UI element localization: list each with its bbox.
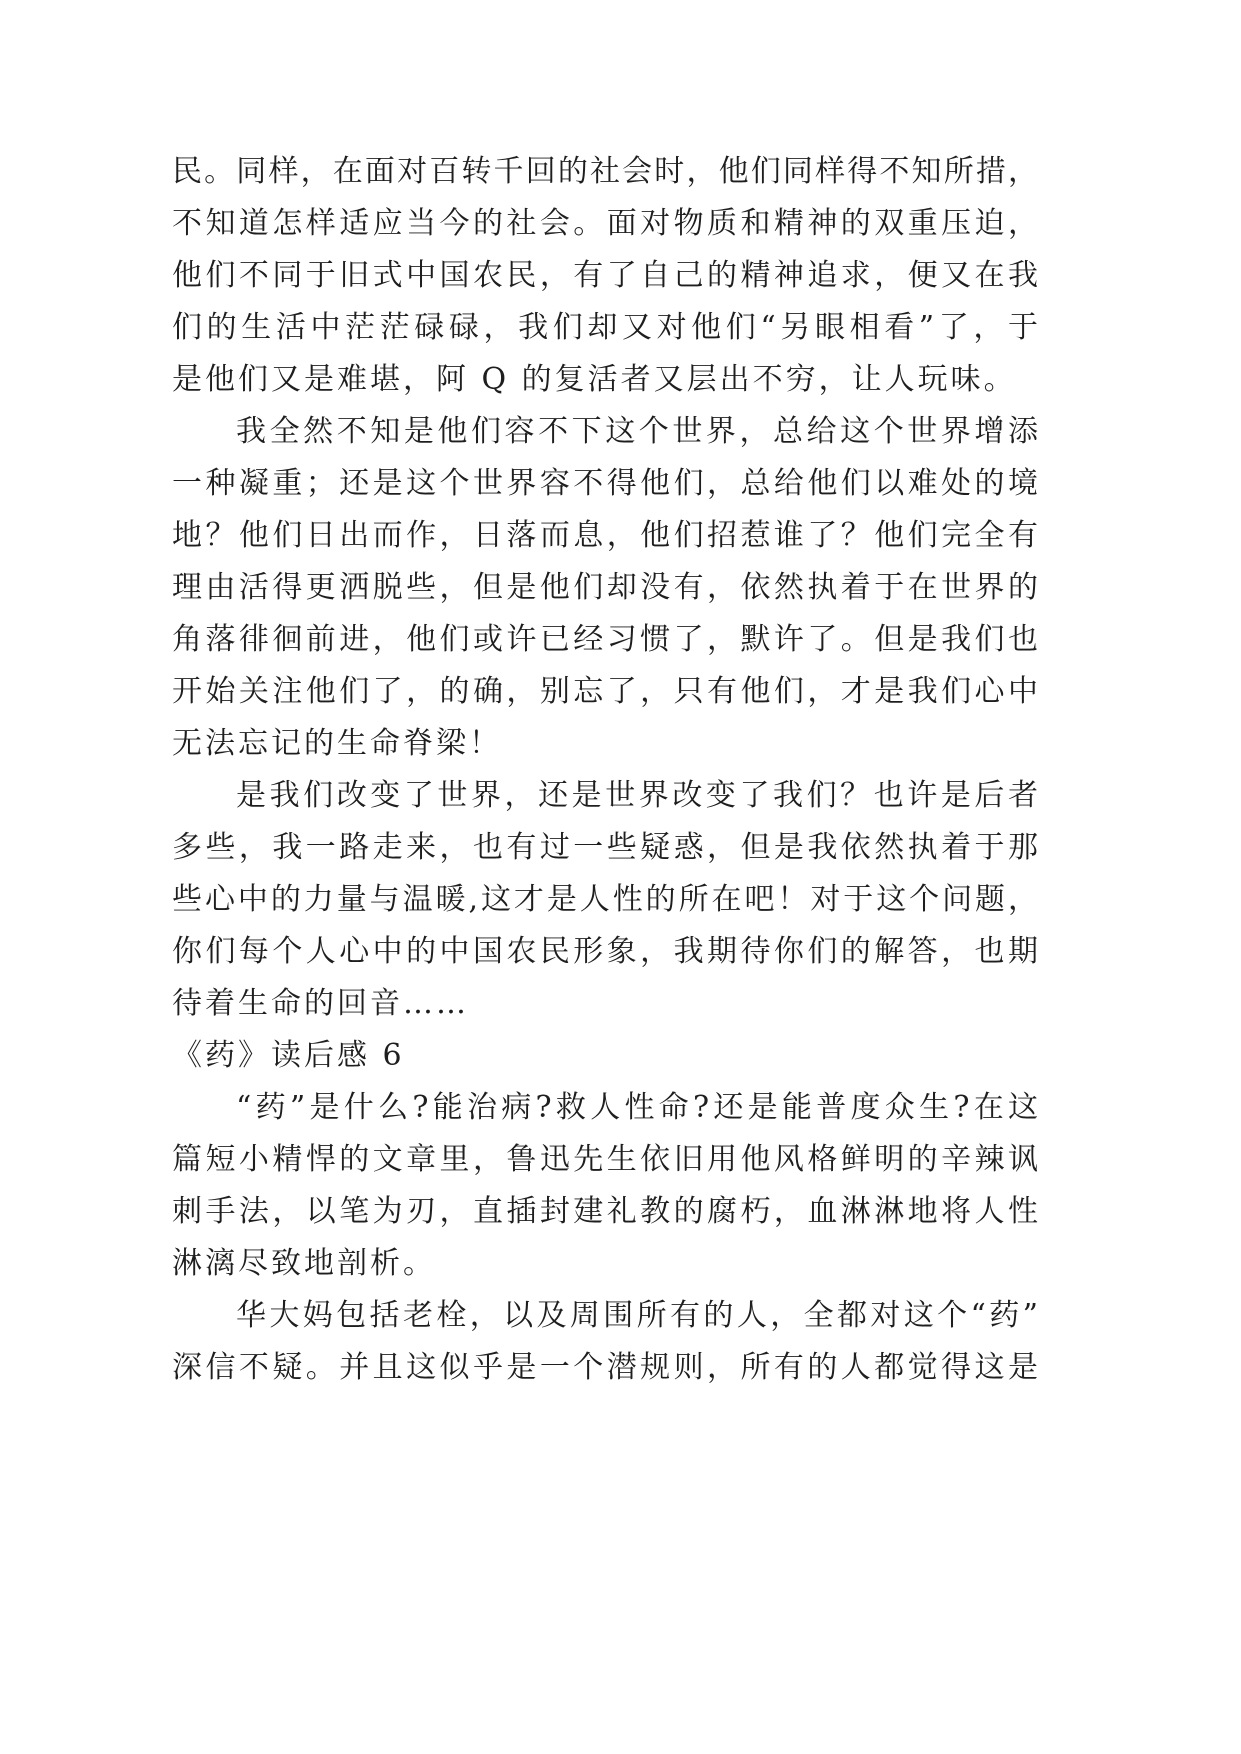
text-line: 无法忘记的生命脊梁！ [172, 726, 502, 761]
document-page [172, 146, 1038, 1394]
text-line: 民。同样，在面对百转千回的社会时，他们同样得不知所措， [172, 154, 1038, 189]
text-line: 开始关注他们了，的确，别忘了，只有他们，才是我们心中 [172, 674, 1038, 709]
text-line: 你们每个人心中的中国农民形象，我期待你们的解答，也期 [172, 934, 1038, 969]
text-line: 不知道怎样适应当今的社会。面对物质和精神的双重压迫， [172, 206, 1038, 241]
paragraph [172, 770, 1038, 1030]
text-line: 理由活得更洒脱些，但是他们却没有，依然执着于在世界的 [172, 570, 1038, 605]
text-line: 是我们改变了世界，还是世界改变了我们？也许是后者 [236, 778, 1038, 813]
text-line: “药”是什么?能治病?救人性命?还是能普度众生?在这 [236, 1090, 1038, 1125]
text-line: 华大妈包括老栓，以及周围所有的人，全都对这个“药” [236, 1298, 1038, 1333]
text-line: 多些，我一路走来，也有过一些疑惑，但是我依然执着于那 [172, 830, 1038, 865]
section-heading: 《药》读后感 6 [172, 1038, 405, 1073]
text-line: 刺手法，以笔为刃，直插封建礼教的腐朽，血淋淋地将人性 [172, 1194, 1038, 1229]
text-line: 我全然不知是他们容不下这个世界，总给这个世界增添 [236, 414, 1038, 449]
text-line: 们的生活中茫茫碌碌，我们却又对他们“另眼相看”了，于 [172, 310, 1038, 345]
paragraph [172, 406, 1038, 770]
text-line: 地？他们日出而作，日落而息，他们招惹谁了？他们完全有 [172, 518, 1038, 553]
text-line: 深信不疑。并且这似乎是一个潜规则，所有的人都觉得这是 [172, 1350, 1038, 1385]
text-line: 是他们又是难堪，阿 Q 的复活者又层出不穷，让人玩味。 [172, 362, 1017, 397]
text-line: 篇短小精悍的文章里，鲁迅先生依旧用他风格鲜明的辛辣讽 [172, 1142, 1038, 1177]
paragraph [172, 1082, 1038, 1290]
text-line: 角落徘徊前进，他们或许已经习惯了，默许了。但是我们也 [172, 622, 1038, 657]
text-line: 待着生命的回音…… [172, 986, 469, 1021]
text-line: 他们不同于旧式中国农民，有了自己的精神追求，便又在我 [172, 258, 1038, 293]
text-line: 些心中的力量与温暖,这才是人性的所在吧！对于这个问题， [172, 882, 1038, 917]
paragraph [172, 146, 1038, 406]
text-line: 一种凝重；还是这个世界容不得他们，总给他们以难处的境 [172, 466, 1038, 501]
paragraph [172, 1290, 1038, 1394]
text-line: 淋漓尽致地剖析。 [172, 1246, 436, 1281]
